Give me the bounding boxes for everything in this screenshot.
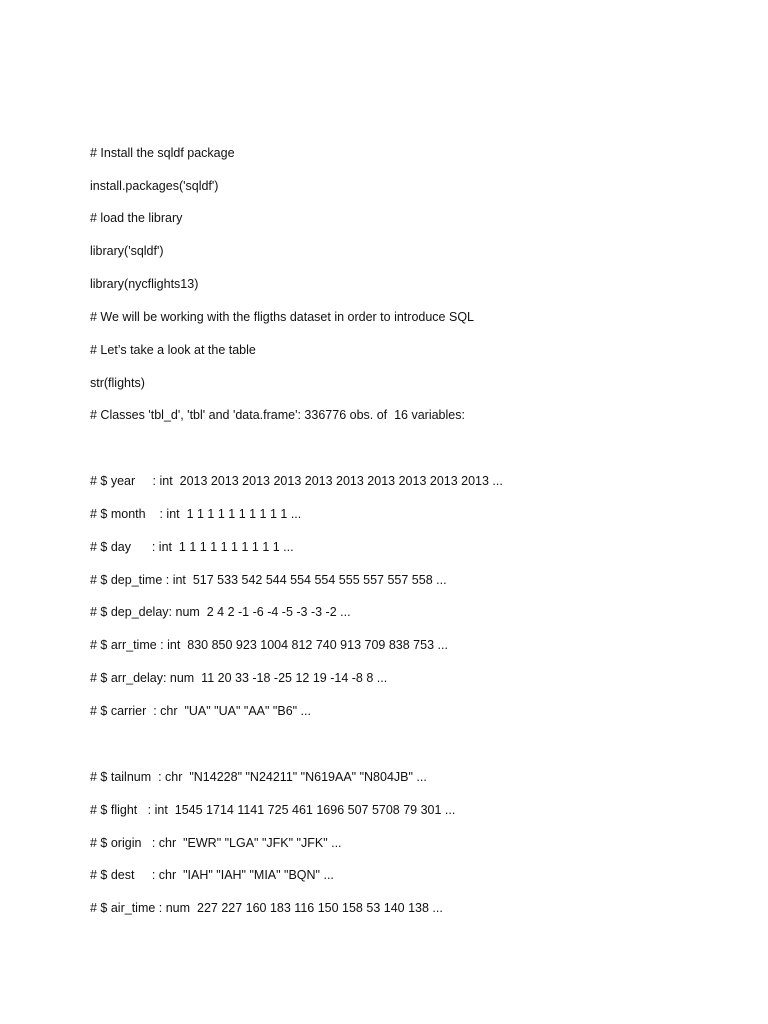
comment-working-with-flights: # We will be working with the fligths dataset in order to introduce SQL [90, 310, 474, 324]
comment-look-at-table: # Let’s take a look at the table [90, 343, 256, 357]
output-classes: # Classes 'tbl_d', 'tbl' and 'data.frame': 336776 obs. of 16 variables: [90, 408, 465, 422]
output-var-dest: # $ dest : chr "IAH" "IAH" "MIA" "BQN" ... [90, 868, 334, 882]
output-var-dep-time: # $ dep_time : int 517 533 542 544 554 554 555 557 557 558 ... [90, 573, 447, 587]
code-install-packages: install.packages('sqldf') [90, 179, 219, 193]
output-var-air-time: # $ air_time : num 227 227 160 183 116 150 158 53 140 138 ... [90, 901, 443, 915]
output-var-day: # $ day : int 1 1 1 1 1 1 1 1 1 1 ... [90, 540, 294, 554]
comment-load-library: # load the library [90, 211, 183, 225]
output-var-arr-time: # $ arr_time : int 830 850 923 1004 812 740 913 709 838 753 ... [90, 638, 448, 652]
output-var-year: # $ year : int 2013 2013 2013 2013 2013 2013 2013 2013 2013 2013 ... [90, 474, 503, 488]
code-library-sqldf: library('sqldf') [90, 244, 164, 258]
output-var-origin: # $ origin : chr "EWR" "LGA" "JFK" "JFK" ... [90, 836, 342, 850]
output-var-arr-delay: # $ arr_delay: num 11 20 33 -18 -25 12 19 -14 -8 8 ... [90, 671, 388, 685]
output-var-flight: # $ flight : int 1545 1714 1141 725 461 1696 507 5708 79 301 ... [90, 803, 456, 817]
output-var-carrier: # $ carrier : chr "UA" "UA" "AA" "B6" ... [90, 704, 311, 718]
output-var-tailnum: # $ tailnum : chr "N14228" "N24211" "N619AA" "N804JB" ... [90, 770, 427, 784]
code-library-nycflights13: library(nycflights13) [90, 277, 199, 291]
output-var-dep-delay: # $ dep_delay: num 2 4 2 -1 -6 -4 -5 -3 -3 -2 ... [90, 605, 351, 619]
output-var-month: # $ month : int 1 1 1 1 1 1 1 1 1 1 ... [90, 507, 302, 521]
code-str-flights: str(flights) [90, 376, 145, 390]
comment-install-package: # Install the sqldf package [90, 146, 235, 160]
